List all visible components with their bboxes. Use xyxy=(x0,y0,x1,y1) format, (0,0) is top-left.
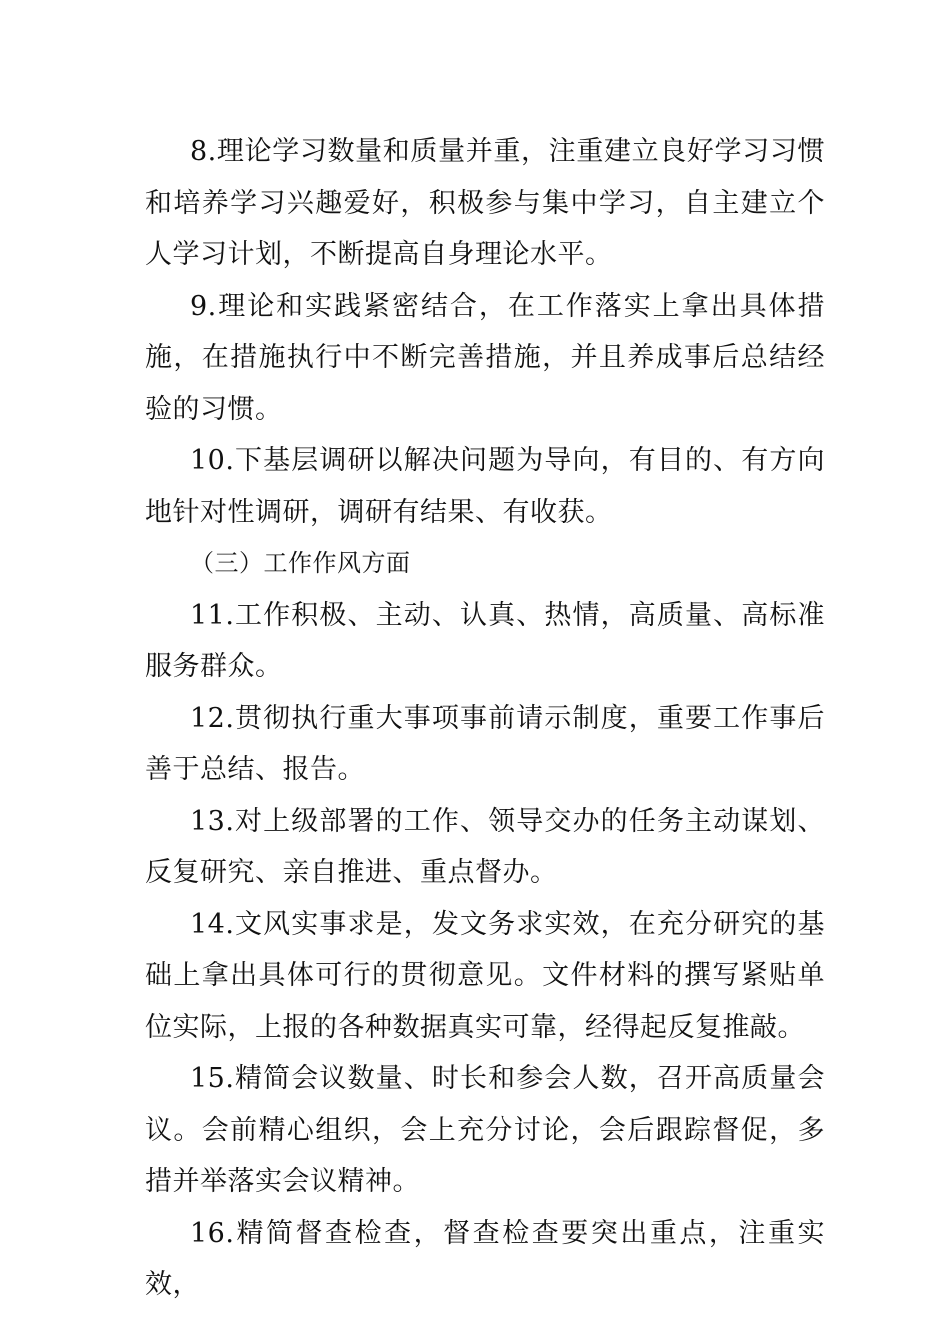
paragraph-item-13: 13.对上级部署的工作、领导交办的任务主动谋划、反复研究、亲自推进、重点督办。 xyxy=(145,805,825,888)
paragraph-item-8: 8.理论学习数量和质量并重，注重建立良好学习习惯和培养学习兴趣爱好，积极参与集中学习，自主建立个人学习计划，不断提高自身理论水平。 xyxy=(145,136,825,270)
paragraph-item-16: 16.精简督查检查，督查检查要突出重点，注重实效， xyxy=(145,1217,825,1300)
paragraph-item-15: 15.精简会议数量、时长和参会人数，召开高质量会议。会前精心组织，会上充分讨论，会后跟踪督促，多措并举落实会议精神。 xyxy=(145,1063,825,1197)
paragraph-item-14: 14.文风实事求是，发文务求实效，在充分研究的基础上拿出具体可行的贯彻意见。文件材料的撰写紧贴单位实际，上报的各种数据真实可靠，经得起反复推敲。 xyxy=(145,908,825,1043)
paragraph-item-10: 10.下基层调研以解决问题为导向，有目的、有方向地针对性调研，调研有结果、有收获。 xyxy=(145,445,825,528)
paragraph-item-9: 9.理论和实践紧密结合，在工作落实上拿出具体措施，在措施执行中不断完善措施，并且养成事后总结经验的习惯。 xyxy=(145,290,825,425)
paragraph-item-11: 11.工作积极、主动、认真、热情，高质量、高标准服务群众。 xyxy=(145,599,825,682)
section-heading-work-style: （三）工作作风方面 xyxy=(190,549,411,577)
paragraph-item-12: 12.贯彻执行重大事项事前请示制度，重要工作事后善于总结、报告。 xyxy=(145,702,825,785)
document-body xyxy=(145,126,825,1311)
